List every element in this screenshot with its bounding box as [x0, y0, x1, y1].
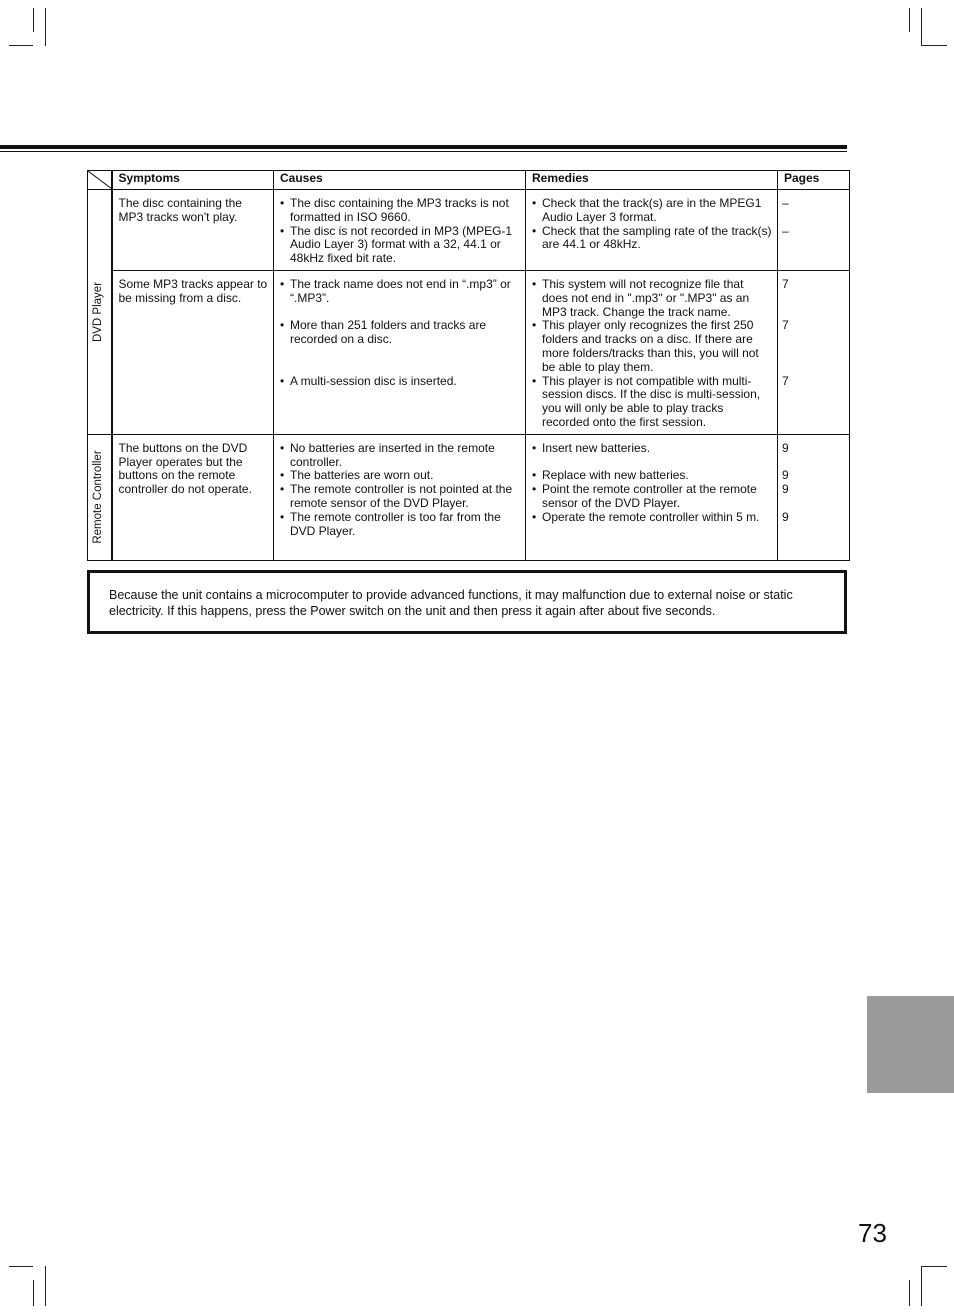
page-ref: 9 [782, 482, 789, 497]
troubleshooting-table [87, 170, 850, 561]
causes-cell [274, 434, 526, 560]
symptom-cell: Some MP3 tracks appear to be missing from a disc. [112, 270, 274, 434]
crop-mark [909, 8, 910, 32]
table-row [88, 434, 850, 560]
causes-cell [274, 270, 526, 434]
header-pages: Pages [778, 171, 850, 190]
cause-item: • The remote controller is not pointed at the remote sensor of the DVD Player. [280, 483, 520, 511]
page-ref: 9 [782, 468, 789, 483]
page-ref: 9 [782, 440, 789, 455]
cause-item: • More than 251 folders and tracks are recorded on a disc. [280, 319, 520, 347]
corner-cell [88, 171, 112, 190]
remedy-item: • This system will not recognize file that does not end in ".mp3" or ".MP3" as an MP3 track. Change the track name. [532, 278, 772, 319]
section-label-remote-controller: Remote Controller [88, 434, 112, 560]
remedy-item: • Check that the track(s) are in the MPEG1 Audio Layer 3 format. [532, 197, 772, 225]
cause-item: • The remote controller is too far from the DVD Player. [280, 511, 520, 539]
pages-cell [778, 190, 850, 271]
header-rule [0, 145, 847, 149]
page-ref: – [782, 223, 789, 238]
crop-mark [921, 1266, 922, 1306]
crop-mark [921, 8, 922, 46]
diagonal-line-icon [88, 171, 112, 189]
pages-cell [778, 434, 850, 560]
cause-item: • A multi-session disc is inserted. [280, 375, 520, 389]
remedy-item: • Replace with new batteries. [532, 469, 772, 483]
remedies-cell [526, 434, 778, 560]
header-symptoms: Symptoms [112, 171, 274, 190]
symptom-cell: The disc containing the MP3 tracks won't play. [112, 190, 274, 271]
page-ref: 7 [782, 318, 789, 333]
crop-mark [909, 1280, 910, 1306]
cause-item: • No batteries are inserted in the remote controller. [280, 442, 520, 470]
page-ref: 7 [782, 276, 789, 291]
crop-mark [9, 1266, 33, 1267]
crop-mark [33, 1280, 34, 1306]
remedy-item: • Point the remote controller at the remote sensor of the DVD Player. [532, 483, 772, 511]
remedy-item: • Operate the remote controller within 5 m. [532, 511, 772, 525]
remedy-item: • This player is not compatible with multi-session discs. If the disc is multi-session, you will only be able to play tracks recorded onto the first session. [532, 375, 772, 430]
remedy-item: • This player only recognizes the first 250 folders and tracks on a disc. If there are more folders/tracks than this, you will not be able to play them. [532, 319, 772, 374]
note-box [87, 570, 847, 634]
note-text: Because the unit contains a microcomputer to provide advanced functions, it may malfunction due to external noise or static electricity. If this happens, press the Power switch on the unit and then press it again after about five seconds. [109, 588, 793, 618]
symptom-cell: The buttons on the DVD Player operates but the buttons on the remote controller do not operate. [112, 434, 274, 560]
crop-mark [921, 45, 947, 46]
section-label-dvd-player: DVD Player [88, 190, 112, 435]
cause-item: • The track name does not end in “.mp3” or “.MP3”. [280, 278, 520, 306]
table-row [88, 190, 850, 271]
page-ref: 9 [782, 509, 789, 524]
cause-item: • The batteries are worn out. [280, 469, 520, 483]
page-ref: 7 [782, 373, 789, 388]
header-rule-thin [0, 151, 847, 152]
section-tab [867, 996, 954, 1093]
remedy-item: • Insert new batteries. [532, 442, 772, 456]
remedies-cell [526, 190, 778, 271]
cause-item: • The disc containing the MP3 tracks is not formatted in ISO 9660. [280, 197, 520, 225]
table-row [88, 270, 850, 434]
crop-mark [9, 45, 33, 46]
remedies-cell [526, 270, 778, 434]
pages-cell [778, 270, 850, 434]
header-causes: Causes [274, 171, 526, 190]
header-remedies: Remedies [526, 171, 778, 190]
cause-item: • The disc is not recorded in MP3 (MPEG-1 Audio Layer 3) format with a 32, 44.1 or 48kHz fixed bit rate. [280, 225, 520, 266]
crop-mark [45, 8, 46, 46]
page-ref: – [782, 196, 789, 210]
crop-mark [921, 1266, 947, 1267]
causes-cell [274, 190, 526, 271]
crop-mark [45, 1266, 46, 1306]
crop-mark [33, 8, 34, 32]
page-number: 73 [858, 1218, 887, 1248]
table-header-row [88, 171, 850, 190]
remedy-item: • Check that the sampling rate of the track(s) are 44.1 or 48kHz. [532, 225, 772, 253]
